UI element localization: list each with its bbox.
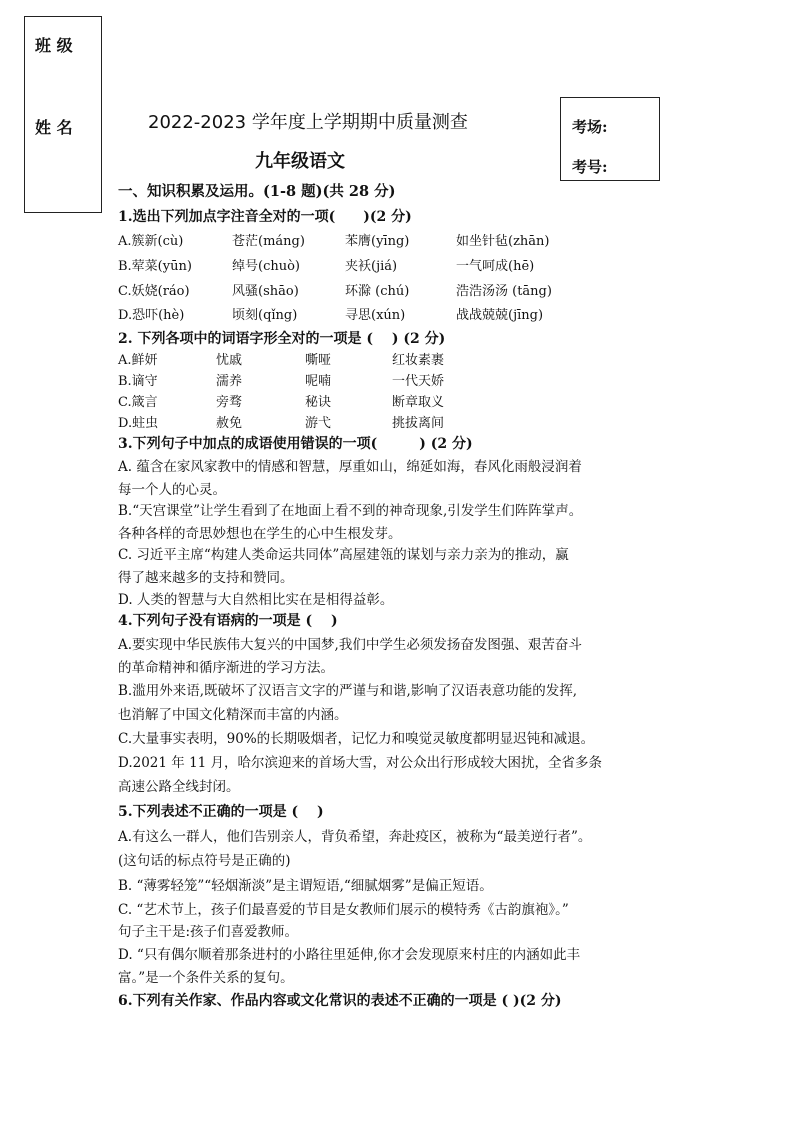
section-1-heading: 一、知识积累及运用。(1-8 题)(共 28 分) <box>118 183 396 200</box>
q1-option: 苍茫(máng) <box>232 234 305 249</box>
q5-option-a-cont: (这句话的标点符号是正确的) <box>118 853 291 869</box>
q4-option-d-cont: 高速公路全线封闭。 <box>118 779 240 795</box>
q1-option: 绰号(chuò) <box>232 259 300 274</box>
q3-option-d: D. 人类的智慧与大自然相比实在是相得益彰。 <box>118 592 394 608</box>
q1-option: 环滁 (chú) <box>345 284 410 299</box>
q1-option: 顷刻(qǐng) <box>232 308 298 323</box>
q4-option-d: D.2021 年 11 月，哈尔滨迎来的首场大雪，对公众出行形成较大困扰，全省多条 <box>118 755 603 771</box>
q1-option: D.恐吓(hè) <box>118 308 185 323</box>
q2-stem: 2. 下列各项中的词语字形全对的一项是 ( ) (2 分) <box>118 331 446 347</box>
q3-option-a-cont: 每一个人的心灵。 <box>118 482 226 498</box>
q5-option-c: C. “艺术节上，孩子们最喜爱的节目是女教师们展示的模特秀《古韵旗袍》。” <box>118 902 569 918</box>
class-label: 班 级 <box>35 36 73 55</box>
name-label: 姓 名 <box>35 118 73 137</box>
q2-option: B.谪守 <box>118 374 158 389</box>
q2-option: C.箴言 <box>118 395 158 410</box>
q2-option: 呢喃 <box>305 374 332 389</box>
q5-option-d: D. “只有偶尔顺着那条进村的小路往里延伸,你才会发现原来村庄的内涵如此丰 <box>118 947 581 963</box>
q1-option: 夹袄(jiá) <box>345 259 398 274</box>
q2-option: 断章取义 <box>392 395 445 410</box>
q2-option: 挑拔离间 <box>392 416 445 431</box>
q2-option: 濡养 <box>216 374 243 389</box>
q1-option: 战战兢兢(jīng) <box>456 308 544 323</box>
q1-option: 如坐针毡(zhān) <box>456 234 550 249</box>
q5-option-c-cont: 句子主干是:孩子们喜爱教师。 <box>118 924 299 940</box>
q1-option: 一气呵成(hē) <box>456 259 535 274</box>
q3-option-a: A. 蕴含在家风家教中的情感和智慧，厚重如山，绵延如海，春风化雨般浸润着 <box>118 459 582 475</box>
q4-option-a: A.要实现中华民族伟大复兴的中国梦,我们中学生必须发扬奋发图强、艰苦奋斗 <box>118 637 582 653</box>
q2-option: D.蛀虫 <box>118 416 159 431</box>
q3-stem: 3.下列句子中加点的成语使用错误的一项( ) (2 分) <box>118 436 473 452</box>
q5-option-a: A.有这么一群人，他们告别亲人，背负希望，奔赴疫区，被称为“最美逆行者”。 <box>118 829 592 845</box>
q2-option: 秘诀 <box>305 395 332 410</box>
exam-number-label: 考号: <box>572 158 608 176</box>
q1-option: 寻思(xún) <box>345 308 406 323</box>
q1-option: A.簇新(cù) <box>118 234 184 249</box>
q1-option: 苯膺(yīng) <box>345 234 410 249</box>
q3-option-c-cont: 得了越来越多的支持和赞同。 <box>118 570 294 586</box>
q2-option: 嘶哑 <box>305 353 332 368</box>
q1-option: C.妖娆(ráo) <box>118 284 190 299</box>
q1-option: 风骚(shāo) <box>232 284 299 299</box>
exam-room-label: 考场: <box>572 118 608 136</box>
exam-subtitle: 九年级语文 <box>255 151 345 172</box>
q2-option: 忧戚 <box>216 353 243 368</box>
exam-room-box <box>560 97 660 181</box>
q2-option: 游弋 <box>305 416 332 431</box>
q1-option: B.荤菜(yūn) <box>118 259 192 274</box>
exam-title: 2022-2023 学年度上学期期中质量测查 <box>148 112 468 133</box>
q4-option-c: C.大量事实表明，90%的长期吸烟者，记忆力和嗅觉灵敏度都明显迟钝和减退。 <box>118 731 595 747</box>
q2-option: 红妆素裹 <box>392 353 445 368</box>
q4-stem: 4.下列句子没有语病的一项是 ( ) <box>118 613 338 629</box>
q2-option: 一代天娇 <box>392 374 445 389</box>
q1-stem: 1.选出下列加点字注音全对的一项( )(2 分) <box>118 209 412 225</box>
q4-option-b-cont: 也消解了中国文化精深而丰富的内涵。 <box>118 707 348 723</box>
q2-option: A.鲜妍 <box>118 353 158 368</box>
q3-option-c: C. 习近平主席“构建人类命运共同体”高屋建瓴的谋划与亲力亲为的推动，赢 <box>118 547 569 563</box>
q1-option: 浩浩汤汤 (tāng) <box>456 284 552 299</box>
q2-option: 旁骛 <box>216 395 243 410</box>
q5-option-d-cont: 富。”是一个条件关系的复句。 <box>118 970 294 986</box>
q4-option-a-cont: 的革命精神和循序渐进的学习方法。 <box>118 660 334 676</box>
q5-option-b: B. “薄雾轻笼”“轻烟渐淡”是主谓短语,“细腻烟雾”是偏正短语。 <box>118 878 493 894</box>
q5-stem: 5.下列表述不正确的一项是 ( ) <box>118 804 324 820</box>
q6-stem: 6.下列有关作家、作品内容或文化常识的表述不正确的一项是 ( )(2 分) <box>118 993 562 1009</box>
class-name-box <box>24 16 102 213</box>
q3-option-b: B.“天宫课堂”让学生看到了在地面上看不到的神奇现象,引发学生们阵阵掌声。 <box>118 503 583 519</box>
q3-option-b-cont: 各种各样的奇思妙想也在学生的心中生根发芽。 <box>118 526 402 542</box>
q4-option-b: B.滥用外来语,既破坏了汉语言文字的严谨与和谐,影响了汉语表意功能的发挥, <box>118 683 578 699</box>
q2-option: 赦免 <box>216 416 243 431</box>
